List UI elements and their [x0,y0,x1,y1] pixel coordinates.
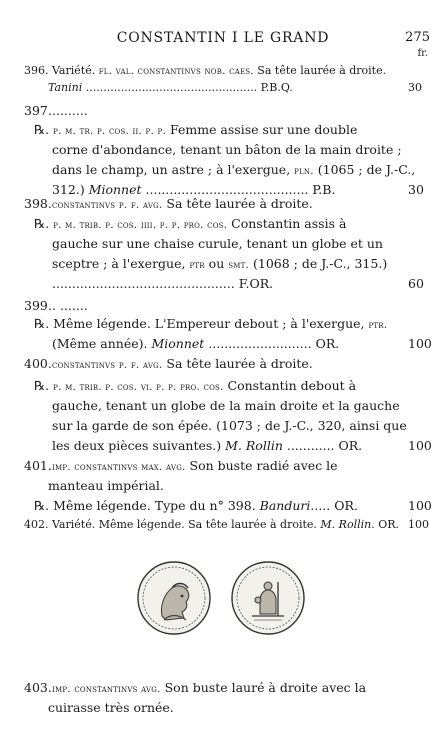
coin-legend: p. m. tr. p. cos. ii. p. p. [53,125,166,137]
description-text: ℞. [34,378,54,393]
description-text: Constantin debout à [223,378,357,393]
entry-number: 400. [24,356,52,371]
description-text: les deux pièces suivantes.) [52,438,226,453]
entry-line [52,276,273,291]
description-text: (1068 ; de J.-C., 315.) [249,256,388,271]
entry-line [52,196,313,211]
description-text: Sa tête laurée à droite. [162,196,313,211]
entry-line [52,142,402,157]
description-text: Sa tête laurée à droite. [253,64,387,77]
description-text: Variété. [52,64,99,77]
price-value: 100 [408,518,429,531]
entry-number: 398. [24,196,52,211]
coin-legend: fl. val. constantinvs nob. caes. [98,65,254,77]
description-text: Femme assise sur une double [166,122,358,137]
entry-number: 396. [24,64,49,77]
source-reference: M. Rollin [225,438,283,453]
description-text: OR. [374,518,400,531]
entry-line [52,680,366,695]
coin-reverse-image [230,560,306,636]
description-text: Variété. Même légende. Sa tête laurée à droite. [52,518,321,531]
description-text: gauche, tenant un globe de la main droite et la gauche [52,398,400,413]
coin-legend: p. m. trib. p. cos. iiii. p. p. pro. cos. [53,219,228,231]
entry-number: 403. [24,680,52,695]
coin-obverse-image [136,560,212,636]
coin-legend: pln. [294,165,314,177]
entry-number: 397. [24,103,52,118]
description-text: .......................... OR. [204,336,340,351]
price-value: 100 [408,438,432,453]
description-text: sceptre ; à l'exergue, [52,256,190,271]
description-text: gauche sur une chaise curule, tenant un globe et un [52,236,383,251]
description-text: ..... OR. [310,498,358,513]
entry-line [52,298,88,313]
description-text: ......................................... P.B. [141,182,336,197]
price-value: 30 [408,182,424,197]
coin-legend: ptr [189,259,205,271]
description-text: sur la garde de son épée. (1073 ; de J.-C., 320, ainsi que [52,418,407,433]
description-text: Sa tête laurée à droite. [162,356,313,371]
description-text: (1065 ; de J.-C., [313,162,416,177]
entry-line [52,518,399,531]
description-text: Son buste lauré à droite avec la [160,680,367,695]
source-reference: Mionnet [88,182,142,197]
entry-line [52,103,88,118]
price-value: 100 [408,336,432,351]
description-text: ℞. [34,122,54,137]
entry-line [52,336,339,351]
entry-line [52,182,335,197]
entry-line [52,398,400,413]
coin-legend: constantinvs p. f. avg. [52,199,163,211]
entry-number: 401. [24,458,52,473]
entry-line [48,700,174,715]
coin-legend: constantinvs p. f. avg. [52,359,163,371]
entry-line [34,316,387,331]
source-reference: Tanini [48,81,83,94]
entry-number: 399. [24,298,52,313]
entry-line [52,162,415,177]
price-value: 30 [408,81,422,94]
entry-line [52,418,407,433]
description-text: dans le champ, un astre ; à l'exergue, [52,162,295,177]
source-reference: M. Rollin. [320,518,375,531]
description-text: (Même année). [52,336,152,351]
entry-line [52,256,387,271]
coin-legend: p. m. trib. p. cos. vi. p. p. pro. cos. [53,381,224,393]
description-text: . ....... [52,298,88,313]
price-value: 100 [408,498,432,513]
description-text: ℞. Même légende. L'Empereur debout ; à l'exergue, [34,316,369,331]
description-text: Son buste radié avec le [185,458,338,473]
entry-number: 402. [24,518,49,531]
entry-line [52,64,386,77]
description-text: ou [204,256,229,271]
description-text: Constantin assis à [227,216,347,231]
entry-line [34,122,357,137]
coin-legend: smt. [228,259,250,271]
description-text: manteau impérial. [48,478,164,493]
entry-line [52,438,362,453]
coin-legend: ptr. [368,319,388,331]
description-text: ℞. Même légende. Type du n° 398. [34,498,260,513]
description-text: ................................................. P.B.Q. [82,81,293,94]
entry-line [48,478,164,493]
coin-legend: imp. constantinvs max. avg. [52,461,186,473]
description-text: ℞. [34,216,54,231]
description-text: .............................................. F.OR. [52,276,274,291]
entry-line [34,498,358,513]
entry-line [34,216,346,231]
source-reference: Mionnet [151,336,205,351]
description-text: ............ OR. [282,438,363,453]
entry-line [34,378,356,393]
description-text: 312.) [52,182,89,197]
entry-line [48,81,293,94]
description-text: corne d'abondance, tenant un bâton de la main droite ; [52,142,402,157]
entry-line [52,236,383,251]
page-number: 275 [405,30,430,45]
coin-legend: imp. constantinvs avg. [52,683,161,695]
price-value: 60 [408,276,424,291]
description-text: ......... [52,103,88,118]
value-column-label: fr. [417,48,428,59]
running-title: CONSTANTIN I LE GRAND [116,30,330,46]
entry-line [52,356,313,371]
description-text: cuirasse très ornée. [48,700,174,715]
source-reference: Banduri [259,498,311,513]
entry-line [52,458,338,473]
